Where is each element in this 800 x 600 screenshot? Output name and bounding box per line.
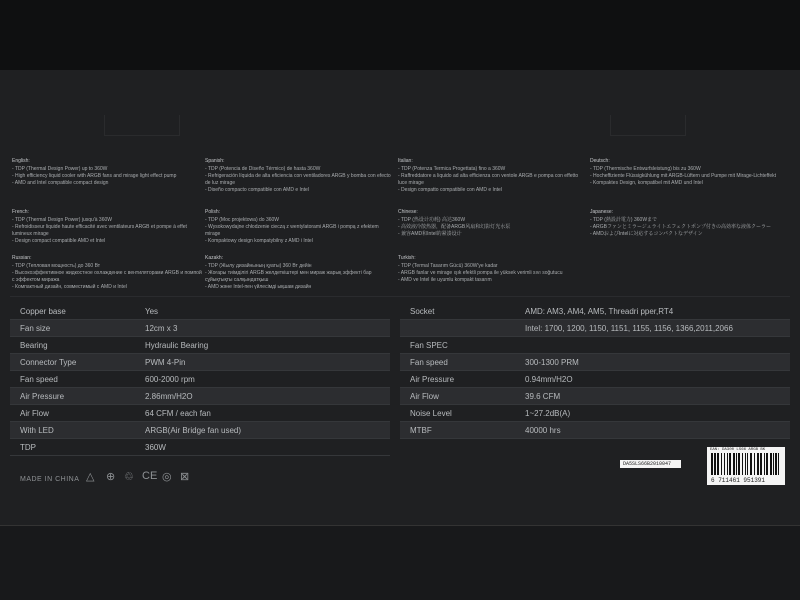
lang-heading: English: [12,158,30,164]
lang-block [205,209,395,245]
lang-line: - AMD and Intel compatible compact design [12,180,109,186]
spec-value: Intel: 1700, 1200, 1150, 1151, 1155, 1156, 1366,2011,2066 [515,320,790,337]
lang-heading: Chinese: [398,209,418,215]
spec-key: Air Flow [10,405,135,422]
tab-flap-left [104,115,180,136]
spec-key [400,320,515,337]
spec-value: 300-1300 PRM [515,354,790,371]
barcode-bar [770,453,772,475]
lang-heading: Kazakh: [205,255,224,261]
barcode-bar [714,453,716,475]
spec-value: Yes [135,303,390,320]
lang-line: - 高效液冷散热器，配备ARGB风扇和幻影灯光水泵 [398,224,511,230]
lang-line: - Жоғары тиімділігі ARGB желдеткіштері мен мираж жарық эффекті бар сұйықтықты салқындатқыш [205,270,372,283]
barcode-bar [775,453,777,475]
barcode-bar [717,453,719,475]
ce-icon: CE [142,470,158,482]
barcode-bar [750,453,752,475]
spec-key: TDP [10,439,135,456]
fc-icon: ◎ [162,471,172,483]
lang-line: - AMD ve Intel ile uyumlu kompakt tasarım [398,277,492,283]
barcode-bar [747,453,748,475]
lang-block [12,158,202,187]
lang-line: - Refroidisseur liquide haute efficacité avec ventilateurs ARGB et pompe à effet lumineux mirage [12,224,187,237]
spec-value: 2.86mm/H2O [135,388,390,405]
lang-heading: Russian: [12,255,32,261]
lang-block [205,255,395,291]
ean-digits: 6 711461 951391 [711,477,766,484]
lang-line: - TDP (Moc projektowa) do 360W [205,217,280,223]
lang-block [205,158,395,194]
lang-heading: Deutsch: [590,158,610,164]
lang-heading: Spanish: [205,158,225,164]
lang-line: - AMDおよびIntelに対応するコンパクトなデザイン [590,231,703,237]
barcode-bar [738,453,740,475]
spec-row [400,371,790,388]
lang-block [12,209,202,245]
background-surface [0,526,800,600]
lang-line: - AMD және Intel-пен үйлесімді ықшам дизайн [205,284,312,290]
spec-table-left [10,303,390,456]
spec-value: 40000 hrs [515,422,790,439]
spec-key: With LED [10,422,135,439]
spec-row [400,320,790,337]
lang-block [12,255,202,291]
spec-value: 600-2000 rpm [135,371,390,388]
spec-row [10,439,390,456]
spec-key: Air Pressure [10,388,135,405]
barcode-bar [733,453,735,475]
lang-line: - High efficiency liquid cooler with ARGB fans and mirage light effect pump [12,173,177,179]
lang-line: - Kompaktowy design kompatybilny z AMD i Intel [205,238,313,244]
lang-line: - ARGB fanlar ve mirage ışık efektli pompa ile yüksek verimli sıvı soğutucu [398,270,563,276]
made-in-label: MADE IN CHINA [20,476,80,483]
lang-line: - TDP (熱設計電力) 360Wまで [590,217,658,223]
lang-line: - Wysokowydajne chłodzenie cieczą z wentylatorami ARGB i pompą z efektem mirage [205,224,379,237]
barcode-bar [757,453,759,475]
lang-line: - Компактный дизайн, совместимый с AMD и Intel [12,284,127,290]
spec-value: Hydraulic Bearing [135,337,390,354]
tab-flap-right [610,115,686,136]
ukca-icon: ⊕ [106,471,116,483]
lang-heading: Polish: [205,209,221,215]
lang-line: - Design compatto compatibile con AMD e Intel [398,187,502,193]
barcode-bar [729,453,731,475]
spec-row [10,388,390,405]
barcode-bar [754,453,756,475]
lang-line: - TDP (Thermal Design Power) up to 360W [12,166,108,172]
spec-row [10,405,390,422]
lang-heading: Italian: [398,158,413,164]
lang-block [398,158,588,194]
spec-row [400,354,790,371]
lang-line: - Diseño compacto compatible con AMD e Intel [205,187,309,193]
lang-block [590,158,780,187]
spec-row [10,303,390,320]
spec-key: Fan speed [400,354,515,371]
lang-line: - 兼容AMD和Intel的紧凑设计 [398,231,462,237]
lang-block [398,255,588,284]
lang-line: - TDP (Thermische Entwurfsleistung) bis zu 360W [590,166,701,172]
lang-line: - Raffreddatore a liquido ad alta efficienza con ventole ARGB e pompa con effetto luce mirage [398,173,579,186]
lang-heading: Japanese: [590,209,614,215]
barcode-bar [745,453,746,475]
barcode-bar [721,453,723,475]
spec-value: 39.6 CFM [515,388,790,405]
spec-key: Fan speed [10,371,135,388]
spec-row [10,422,390,439]
lang-line: - Высокоэффективное жидкостное охлаждение с вентиляторами ARGB и помпой с эффектом миража [12,270,202,283]
lang-line: - TDP (Тепловая мощность) до 360 Вт [12,263,101,269]
barcode-bar [711,453,713,475]
spec-key: Copper base [10,303,135,320]
barcode-bar [724,453,725,475]
lang-line: - Refrigeración líquida de alta eficiencia con ventiladores ARGB y bomba con efecto de luz mirage [205,173,391,186]
spec-row [10,320,390,337]
lang-line: - ARGBファンとミラージュライトエフェクトポンプ付きの高効率な液体クーラー [590,224,772,230]
lang-line: - Kompaktes Design, kompatibel mit AMD und Intel [590,180,703,186]
lang-line: - TDP (热设计功耗) 高达360W [398,217,466,223]
barcode-bar [778,453,779,475]
barcode-label [707,447,785,485]
spec-row [400,337,790,354]
lang-line: - Hocheffiziente Flüssigkühlung mit ARGB-Lüftern und Pumpe mit Mirage-Lichteffekt [590,173,777,179]
barcode-bar [727,453,728,475]
spec-key: Bearing [10,337,135,354]
top-band [0,0,800,70]
lang-line: - TDP (Termal Tasarım Gücü) 360W'ye kadar [398,263,498,269]
spec-row [10,371,390,388]
divider [10,296,790,297]
spec-value: 0.94mm/H2O [515,371,790,388]
spec-row [10,337,390,354]
lang-heading: Turkish: [398,255,416,261]
lang-line: - Design compact compatible AMD et Intel [12,238,106,244]
spec-value: 12cm x 3 [135,320,390,337]
barcode-bar [766,453,768,475]
spec-value: 64 CFM / each fan [135,405,390,422]
barcode-bar [773,453,775,475]
spec-key: Socket [400,303,515,320]
spec-key: MTBF [400,422,515,439]
spec-key: Air Flow [400,388,515,405]
barcode-bar [736,453,737,475]
spec-value: PWM 4-Pin [135,354,390,371]
spec-key: Connector Type [10,354,135,371]
spec-key: Noise Level [400,405,515,422]
lang-line: - TDP (Potencia de Diseño Térmico) de hasta 360W [205,166,321,172]
lang-heading: French: [12,209,29,215]
barcode-bar [764,453,766,475]
spec-value [515,337,790,354]
weee-icon: ⊠ [180,471,190,483]
spec-table-right [400,303,790,439]
spec-key: Fan SPEC [400,337,515,354]
lang-line: - TDP (Potenza Termica Progettata) fino a 360W [398,166,506,172]
barcode-bar [742,453,743,475]
spec-row [400,405,790,422]
spec-value: AMD: AM3, AM4, AM5, Threadri pper,RT4 [515,303,790,320]
spec-row [400,303,790,320]
rcm-icon: △ [86,471,95,483]
spec-key: Air Pressure [400,371,515,388]
lang-line: - TDP (Thermal Design Power) jusqu'à 360W [12,217,112,223]
spec-value: 1~27.2dB(A) [515,405,790,422]
lang-line: - TDP (Жылу дизайнының қуаты) 360 Вт дейін [205,263,312,269]
barcode-bar [760,453,762,475]
spec-value: 360W [135,439,390,456]
spec-row [10,354,390,371]
barcode [711,453,781,475]
sku-text: EAN: DA300 LS66 ARGB BK [710,448,766,452]
serial-label: DA5SLS66B2010047 [620,460,681,468]
lang-block [590,209,780,238]
spec-row [400,422,790,439]
spec-value: ARGB(Air Bridge fan used) [135,422,390,439]
lang-block [398,209,588,238]
recycle-icon: ♲ [124,471,134,483]
spec-row [400,388,790,405]
spec-key: Fan size [10,320,135,337]
